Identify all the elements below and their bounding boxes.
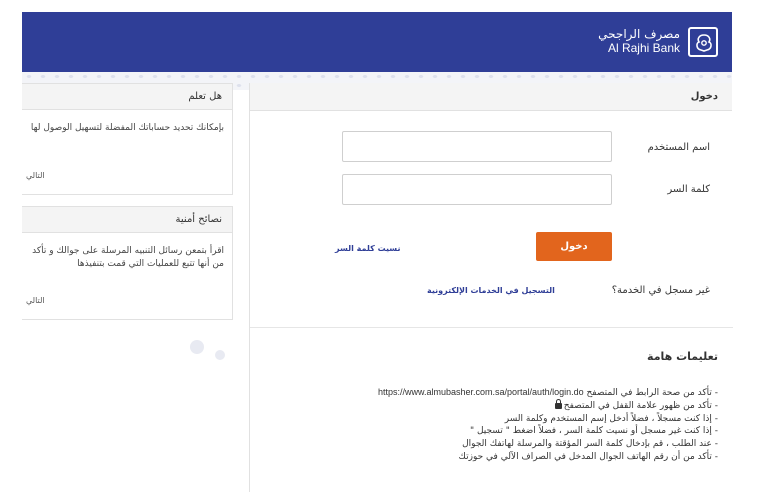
forgot-password-link[interactable]: نسيت كلمة السر bbox=[335, 244, 401, 253]
important-notes-title: تعليمات هامة bbox=[647, 350, 718, 363]
password-input[interactable] bbox=[342, 174, 612, 205]
security-tips-text: اقرأ بتمعن رسائل التنبيه المرسلة على جوالك و تأكد من أنها تتبع للعمليات التي قمت بتنفيذها bbox=[32, 246, 224, 270]
logo-name-en: Al Rajhi Bank bbox=[607, 41, 680, 55]
logo-name-ar: مصرف الراجحي bbox=[598, 27, 680, 42]
security-tips-card bbox=[22, 206, 233, 320]
note-item: - إذا كنت غير مسجل أو نسيت كلمة السر ، فضلاً اضغط " تسجيل " bbox=[469, 426, 718, 437]
not-registered-label: غير مسجل في الخدمة؟ bbox=[611, 285, 710, 296]
note-item: - إذا كنت مسجلاً ، فضلاً أدخل إسم المستخدم وكلمة السر bbox=[504, 413, 718, 424]
site-header bbox=[22, 12, 732, 72]
login-url-text: https://www.almubasher.com.sa/portal/auth/login.do bbox=[377, 387, 584, 397]
username-label: اسم المستخدم bbox=[647, 142, 710, 153]
did-you-know-card bbox=[22, 83, 233, 195]
note-item bbox=[258, 386, 718, 400]
note-text: - تأكد من صحة الرابط في المتصفح bbox=[586, 388, 718, 398]
note-item: - تأكد من أن رقم الهاتف الجوال المدخل في الصراف الآلي في حوزتك bbox=[458, 451, 718, 462]
register-link[interactable]: التسجيل في الخدمات الإلكترونية bbox=[427, 286, 555, 295]
bank-emblem-icon bbox=[688, 27, 718, 57]
login-title: دخول bbox=[250, 83, 732, 111]
security-tips-next-link[interactable]: التالي bbox=[26, 296, 45, 305]
login-button[interactable]: دخول bbox=[536, 232, 612, 261]
note-item bbox=[258, 400, 718, 413]
did-you-know-next-link[interactable]: التالي bbox=[26, 171, 45, 180]
username-input[interactable] bbox=[342, 131, 612, 162]
section-divider bbox=[250, 327, 733, 328]
security-tips-title: نصائح أمنية bbox=[22, 207, 232, 233]
background-decoration bbox=[215, 350, 225, 360]
did-you-know-title: هل تعلم bbox=[22, 84, 232, 110]
did-you-know-text: بإمكانك تحديد حساباتك المفضلة لتسهيل الوصول لها bbox=[30, 123, 224, 133]
important-notes-list bbox=[258, 386, 718, 464]
login-panel bbox=[249, 83, 732, 492]
bank-logo[interactable] bbox=[598, 22, 718, 62]
password-label: كلمة السر bbox=[667, 184, 710, 195]
note-item: - عند الطلب ، قم بإدخال كلمة السر المؤقتة والمرسلة لهاتفك الجوال bbox=[462, 439, 718, 450]
note-text: - تأكد من ظهور علامة القفل في المتصفح bbox=[563, 400, 718, 411]
logo-text bbox=[598, 28, 680, 56]
lock-icon bbox=[555, 403, 562, 409]
background-decoration bbox=[190, 340, 204, 354]
